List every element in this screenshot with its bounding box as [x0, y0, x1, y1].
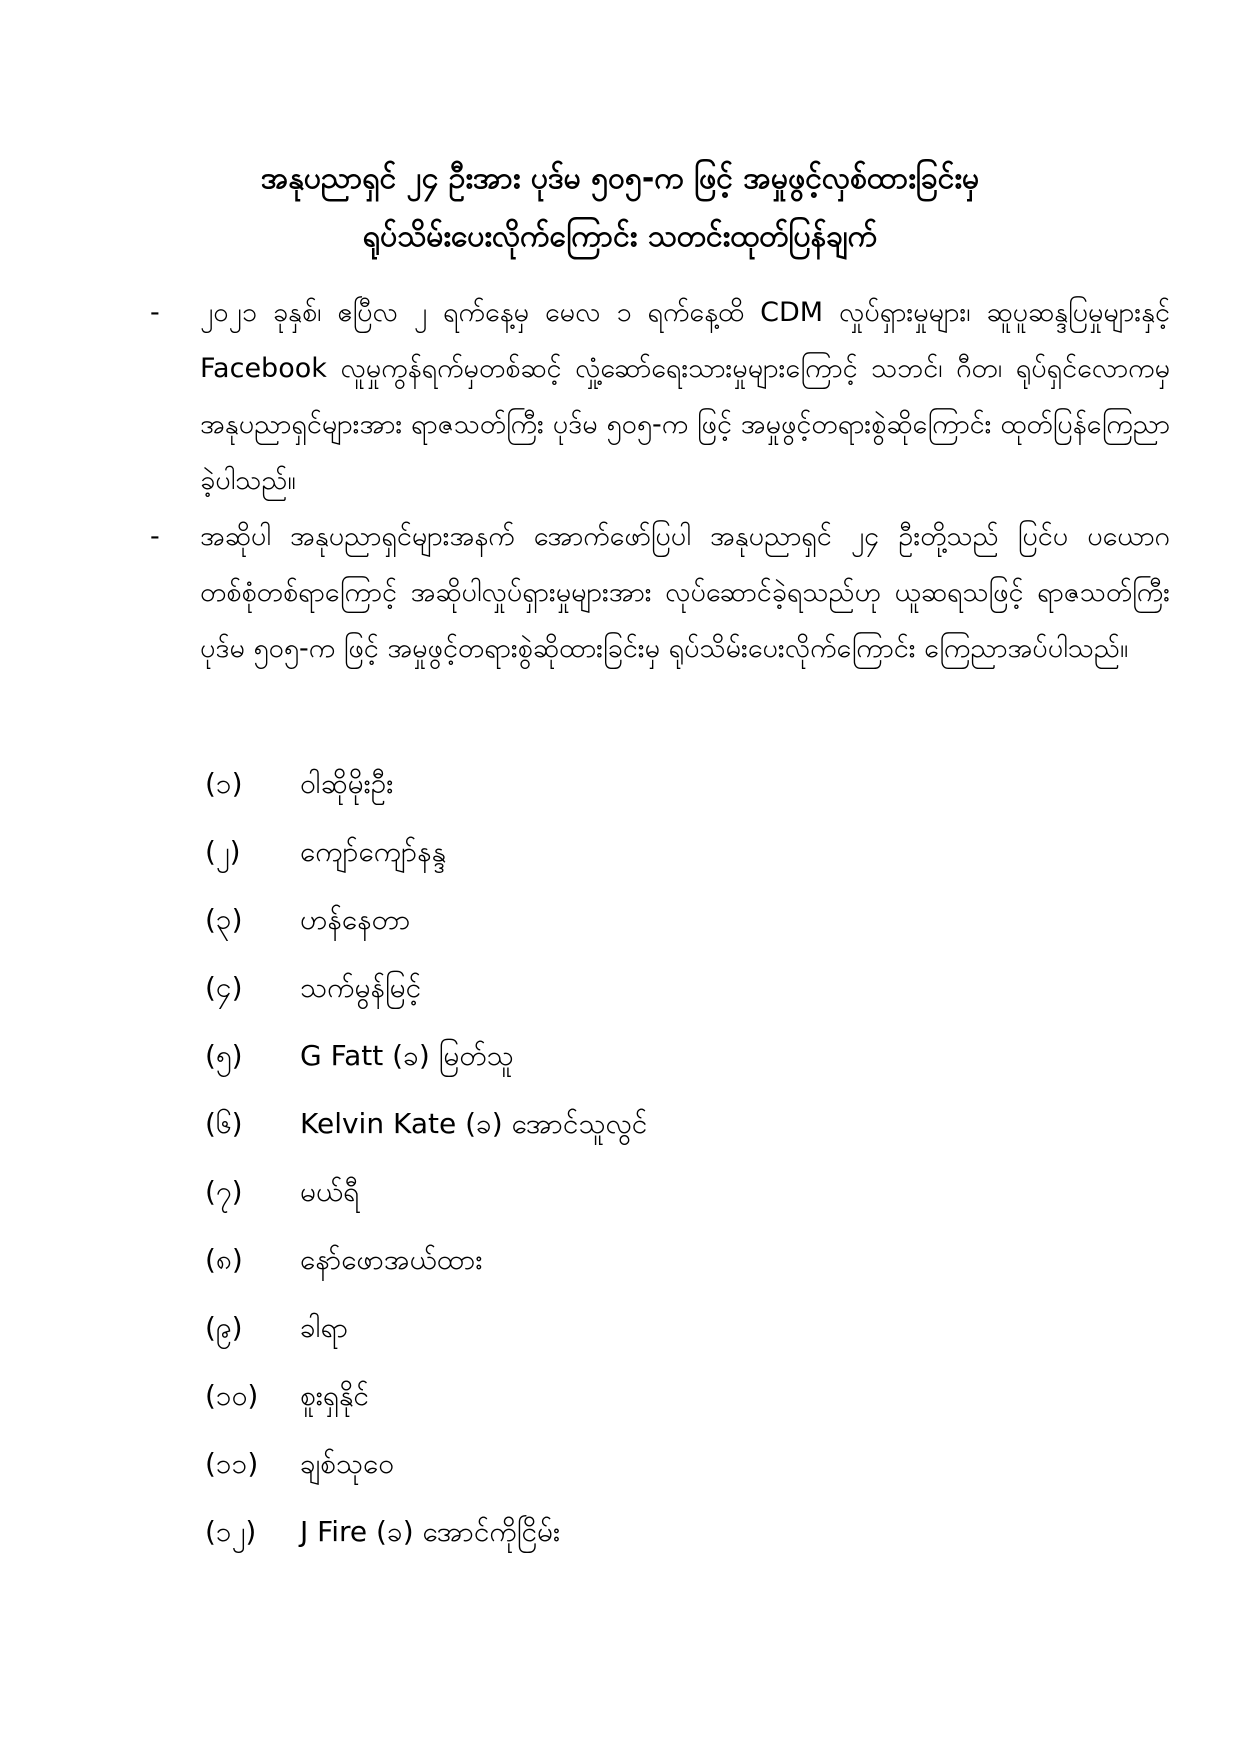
- title-line-1: အနုပညာရှင် ၂၄ ဦးအား ပုဒ်မ ၅၀၅-က ဖြင့် အမှုဖွင့်လှစ်ထားခြင်းမှ: [260, 161, 980, 196]
- list-item-number: (၂): [205, 835, 241, 868]
- title-line-2: ရုပ်သိမ်းပေးလိုက်ကြောင်း သတင်းထုတ်ပြန်ချက်: [362, 219, 878, 254]
- list-item: [205, 956, 1105, 1024]
- list-item-name: နော်ဖောအယ်ထား: [300, 1243, 483, 1276]
- list-item: [205, 1024, 1105, 1092]
- list-item-name: သက်မွန်မြင့်: [300, 971, 422, 1004]
- list-item-number: (၁၂): [205, 1515, 257, 1548]
- list-item-name: G Fatt (ခ) မြတ်သူ: [300, 1039, 514, 1072]
- bullet-item: [150, 285, 1170, 509]
- list-item: [205, 888, 1105, 956]
- list-item-name: ခါရာ: [300, 1311, 349, 1344]
- bullet-text: အဆိုပါ အနုပညာရှင်များအနက် အောက်ဖော်ပြပါ အနုပညာရှင် ၂၄ ဦးတို့သည် ပြင်ပ ပယောဂတစ်စုံတစ်ရာကြောင့် အဆိုပါလှုပ်ရှားမှုများအား လုပ်ဆောင်ခဲ့ရသည်ဟု ယူဆရသဖြင့် ရာဇသတ်ကြီးပုဒ်မ ၅၀၅-က ဖြင့် အမှုဖွင့်တရားစွဲဆိုထားခြင်းမှ ရုပ်သိမ်းပေးလိုက်ကြောင်း ကြေညာအပ်ပါသည်။: [200, 521, 1170, 664]
- list-item-name: Kelvin Kate (ခ) အောင်သူလွင်: [300, 1107, 648, 1140]
- bullet-item: [150, 509, 1170, 677]
- list-item-name: မယ်ရီ: [300, 1175, 360, 1208]
- list-item-name: ဝါဆိုမိုးဦး: [300, 767, 394, 800]
- bullet-dash: -: [150, 297, 160, 328]
- list-item-number: (၉): [205, 1311, 243, 1344]
- list-item-name: J Fire (ခ) အောင်ကိုငြိမ်း: [300, 1515, 561, 1548]
- list-item-number: (၃): [205, 903, 243, 936]
- list-item: [205, 1500, 1105, 1568]
- list-item: [205, 1092, 1105, 1160]
- list-item: [205, 1228, 1105, 1296]
- list-item-number: (၁): [205, 767, 243, 800]
- bullet-text: ၂၀၂၁ ခုနှစ်၊ ဧပြီလ ၂ ရက်နေ့မှ မေလ ၁ ရက်နေ့ထိ CDM လှုပ်ရှားမှုများ၊ ဆူပူဆန္ဒပြမှုများနှင့် Facebook လူမှုကွန်ရက်မှတစ်ဆင့် လှုံ့ဆော်ရေးသားမှုများကြောင့် သဘင်၊ ဂီတ၊ ရုပ်ရှင်လောကမှ အနုပညာရှင်များအား ရာဇသတ်ကြီး ပုဒ်မ ၅၀၅-က ဖြင့် အမှုဖွင့်တရားစွဲဆိုကြောင်း ထုတ်ပြန်ကြေညာခဲ့ပါသည်။: [200, 297, 1170, 496]
- list-item-number: (၇): [205, 1175, 243, 1208]
- list-item: [205, 1364, 1105, 1432]
- list-item-name: ချစ်သုဝေ: [300, 1447, 394, 1480]
- list-item: [205, 752, 1105, 820]
- list-item: [205, 820, 1105, 888]
- list-item-number: (၁၀): [205, 1379, 259, 1412]
- bullet-dash: -: [150, 521, 160, 552]
- list-item-number: (၅): [205, 1039, 243, 1072]
- list-item-number: (၆): [205, 1107, 243, 1140]
- list-item: [205, 1432, 1105, 1500]
- list-item-name: ဟန်နေတာ: [300, 903, 411, 936]
- document-title: [0, 150, 1240, 266]
- list-item-name: စူးရှနိုင်: [300, 1379, 369, 1412]
- list-item-number: (၁၁): [205, 1447, 259, 1480]
- list-item-number: (၈): [205, 1243, 243, 1276]
- list-item: [205, 1160, 1105, 1228]
- list-item: [205, 1296, 1105, 1364]
- list-item-name: ကျော်ကျော်နန္ဒ: [300, 835, 447, 868]
- bullet-list: [150, 285, 1170, 677]
- artist-name-list: [205, 752, 1105, 1568]
- list-item-number: (၄): [205, 971, 243, 1004]
